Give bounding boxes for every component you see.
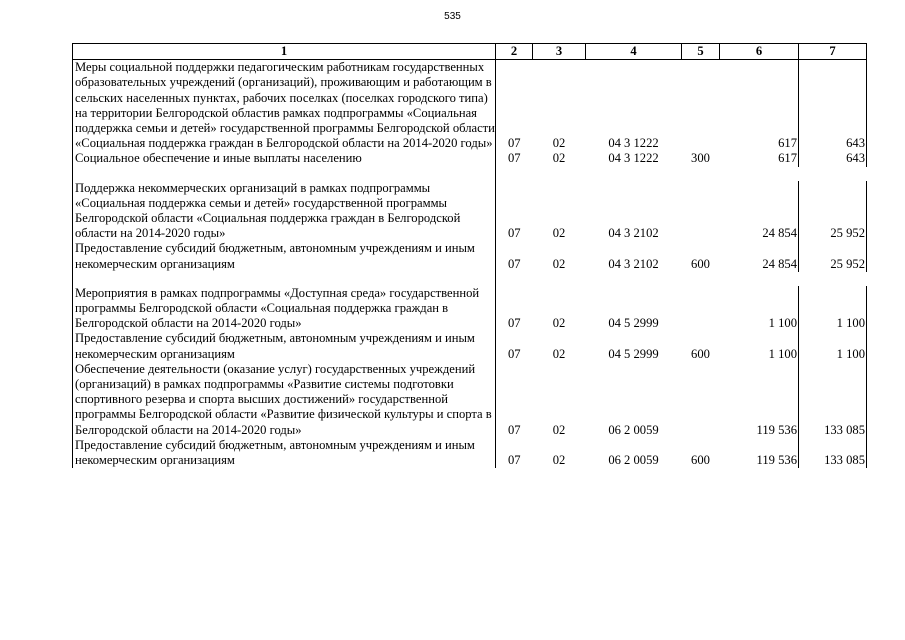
- row-expense-type: 600: [691, 346, 710, 361]
- row-target-article: 04 3 2102: [608, 256, 659, 271]
- row-amount-col6: 24 854: [720, 181, 799, 242]
- row-amount-col6: 1 100: [720, 331, 799, 361]
- table-row: [73, 60, 867, 152]
- row-subsection: 02: [552, 151, 566, 166]
- row-target-article: 04 3 1222: [608, 151, 659, 166]
- row-amount-col7: 643: [799, 151, 867, 166]
- row-expense-type: [682, 181, 720, 242]
- table-spacer: [73, 167, 867, 181]
- row-amount-col7: 1 100: [799, 331, 867, 361]
- row-expense-type: 600: [691, 453, 710, 468]
- row-description: Обеспечение деятельности (оказание услуг) государственных учреждений (организаций) в рамках подпрограммы «Развитие системы подготовки спортивного резерва и спорта высших достижений» государственной программы Белгородской области «Развитие физической культуры и спорта в Белгородской области на 2014-2020 годы»: [73, 362, 496, 438]
- row-section: 07: [507, 453, 521, 468]
- header-col-7: 7: [799, 44, 867, 60]
- row-target-article: 04 5 2999: [608, 316, 659, 331]
- row-expense-type: 300: [691, 151, 710, 166]
- row-expense-type: [682, 286, 720, 332]
- table-row: [73, 241, 867, 271]
- row-target-article: 04 3 1222: [608, 136, 659, 151]
- row-description: Предоставление субсидий бюджетным, автономным учреждениям и иным некомерческим организациям: [73, 438, 496, 468]
- row-description: Предоставление субсидий бюджетным, автономным учреждениям и иным некомерческим организациям: [73, 241, 496, 271]
- table-row: [73, 362, 867, 438]
- header-col-1: 1: [73, 44, 496, 60]
- page-number: 535: [444, 11, 461, 22]
- row-subsection: 02: [552, 346, 566, 361]
- row-description: Поддержка некоммерческих организаций в рамках подпрограммы «Социальная поддержка семьи и детей» государственной программы Белгородской области «Социальная поддержка граждан в Белгородской области на 2014-2020 годы»: [73, 181, 496, 242]
- header-row: [73, 44, 867, 60]
- header-col-3: 3: [533, 44, 586, 60]
- table-row: [73, 181, 867, 242]
- row-amount-col7: 1 100: [799, 286, 867, 332]
- row-amount-col6: 24 854: [720, 241, 799, 271]
- row-subsection: 02: [552, 136, 566, 151]
- row-amount-col7: 643: [799, 60, 867, 152]
- row-expense-type: [682, 60, 720, 152]
- row-description: Мероприятия в рамках подпрограммы «Доступная среда» государственной программы Белгородской области «Социальная поддержка граждан в Белгородской области на 2014-2020 годы»: [73, 286, 496, 332]
- row-amount-col7: 133 085: [799, 362, 867, 438]
- row-subsection: 02: [552, 316, 566, 331]
- row-description: Предоставление субсидий бюджетным, автономным учреждениям и иным некомерческим организациям: [73, 331, 496, 361]
- row-target-article: 04 5 2999: [608, 346, 659, 361]
- header-col-2: 2: [496, 44, 533, 60]
- row-section: 07: [507, 346, 521, 361]
- row-description: Меры социальной поддержки педагогическим работникам государственных образовательных учреждений (организаций), проживающим и работающим в сельских населенных пунктах, рабочих поселках (поселках городского типа) на территории Белгородской областив рамках подпрограммы «Социальная поддержка семьи и детей» государственной программы Белгородской области «Социальная поддержка граждан в Белгородской области на 2014-2020 годы»: [73, 60, 496, 152]
- row-amount-col7: 133 085: [799, 438, 867, 468]
- header-col-4: 4: [586, 44, 682, 60]
- row-amount-col6: 119 536: [720, 438, 799, 468]
- row-section: 07: [507, 151, 521, 166]
- row-amount-col7: 25 952: [799, 181, 867, 242]
- row-target-article: 06 2 0059: [608, 453, 659, 468]
- row-amount-col6: 617: [720, 60, 799, 152]
- budget-table: [72, 43, 867, 468]
- table-row: [73, 151, 867, 166]
- header-col-5: 5: [682, 44, 720, 60]
- row-section: 07: [507, 226, 521, 241]
- row-amount-col6: 1 100: [720, 286, 799, 332]
- table-row: [73, 331, 867, 361]
- row-section: 07: [507, 422, 521, 437]
- row-section: 07: [507, 256, 521, 271]
- table-spacer: [73, 272, 867, 286]
- row-section: 07: [507, 136, 521, 151]
- row-description: Социальное обеспечение и иные выплаты населению: [73, 151, 496, 166]
- row-subsection: 02: [552, 256, 566, 271]
- table-row: [73, 438, 867, 468]
- row-subsection: 02: [552, 226, 566, 241]
- row-amount-col7: 25 952: [799, 241, 867, 271]
- row-section: 07: [507, 316, 521, 331]
- row-amount-col6: 119 536: [720, 362, 799, 438]
- header-col-6: 6: [720, 44, 799, 60]
- row-target-article: 06 2 0059: [608, 422, 659, 437]
- row-subsection: 02: [552, 453, 566, 468]
- row-amount-col6: 617: [720, 151, 799, 166]
- table-row: [73, 286, 867, 332]
- row-expense-type: [682, 362, 720, 438]
- row-subsection: 02: [552, 422, 566, 437]
- row-target-article: 04 3 2102: [608, 226, 659, 241]
- row-expense-type: 600: [691, 256, 710, 271]
